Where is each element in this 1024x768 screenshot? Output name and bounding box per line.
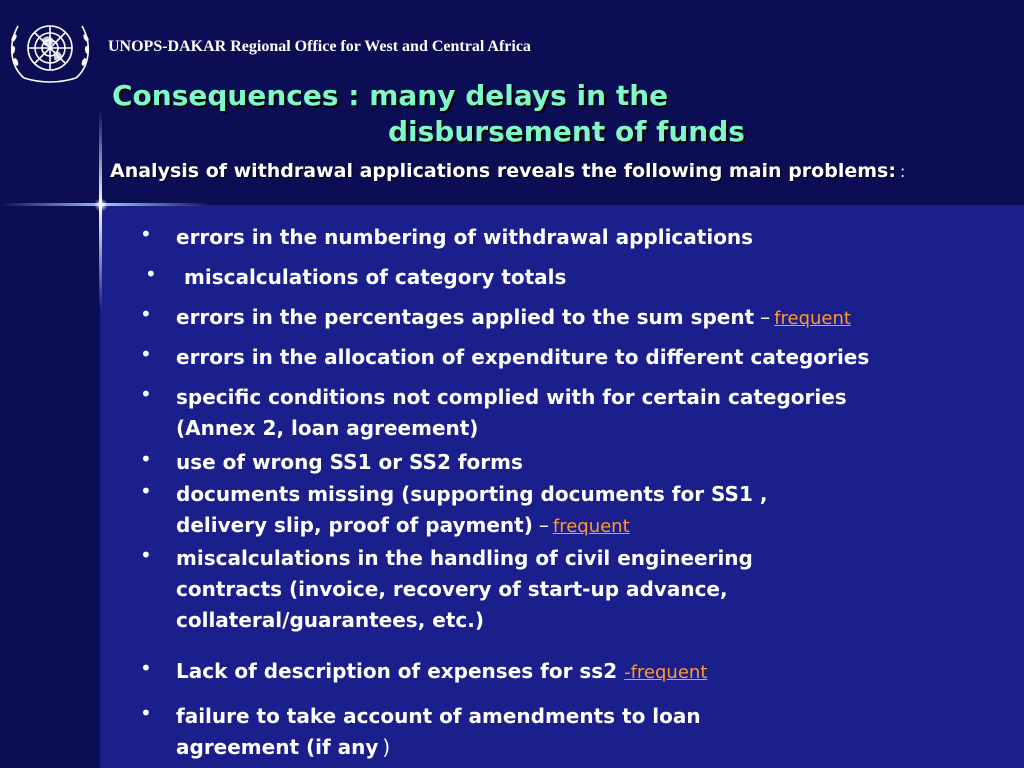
list-item-text: miscalculations of category totals — [184, 265, 567, 289]
list-item — [176, 656, 976, 688]
subtitle-colon: : — [899, 162, 906, 181]
slide-title — [112, 78, 812, 150]
list-item — [176, 382, 976, 444]
list-item-text: documents missing (supporting documents for SS1 , delivery slip, proof of payment) — [176, 482, 768, 537]
title-line-1: Consequences : many delays in the — [112, 79, 669, 112]
organization-name: UNOPS-DAKAR Regional Office for West and Central Africa — [108, 38, 531, 55]
list-item-text: errors in the percentages applied to the sum spent — [176, 305, 755, 329]
list-item — [184, 262, 984, 293]
list-item-text: Lack of description of expenses for ss2 — [176, 659, 618, 683]
list-item — [176, 302, 976, 334]
list-item-text: errors in the numbering of withdrawal applications — [176, 225, 754, 249]
bullet-icon: • — [140, 382, 152, 406]
left-band — [0, 0, 100, 768]
frequent-link[interactable]: -frequent — [624, 662, 708, 683]
list-item — [176, 222, 976, 253]
list-item-text: failure to take account of amendments to loan agreement (if any — [176, 704, 701, 759]
list-item-text: miscalculations in the handling of civil engineering contracts (invoice, recovery of start-up advance, collateral/guarantees, etc.) — [176, 546, 753, 632]
list-item-text: specific conditions not complied with for certain categories (Annex 2, loan agreement) — [176, 385, 847, 440]
frequent-link[interactable]: frequent — [552, 516, 630, 537]
bullet-icon: • — [140, 701, 152, 725]
bullet-icon: • — [140, 342, 152, 366]
bullet-icon: • — [140, 656, 152, 680]
list-item — [176, 342, 976, 373]
list-item-text: errors in the allocation of expenditure to different categories — [176, 345, 870, 369]
list-item — [176, 479, 976, 542]
bullet-icon: • — [140, 479, 152, 503]
dash-separator: – — [538, 513, 549, 537]
dash-separator: – — [760, 305, 771, 329]
subtitle-text: Analysis of withdrawal applications reveals the following main problems: — [110, 160, 896, 182]
bullet-icon: • — [140, 222, 152, 246]
frequent-link[interactable]: frequent — [774, 308, 851, 329]
list-item-text: use of wrong SS1 or SS2 forms — [176, 450, 523, 474]
list-item — [176, 543, 976, 636]
closing-parenthesis: ) — [382, 735, 391, 759]
bullet-icon: • — [145, 262, 157, 286]
bullet-icon: • — [140, 302, 152, 326]
sparkle-icon — [94, 198, 108, 212]
bullet-icon: • — [140, 543, 152, 567]
bullet-icon: • — [140, 447, 152, 471]
slide-subtitle — [110, 160, 905, 182]
list-item — [176, 447, 976, 478]
un-emblem-icon — [4, 8, 96, 88]
title-line-2: disbursement of funds — [388, 115, 745, 148]
list-item — [176, 701, 976, 763]
